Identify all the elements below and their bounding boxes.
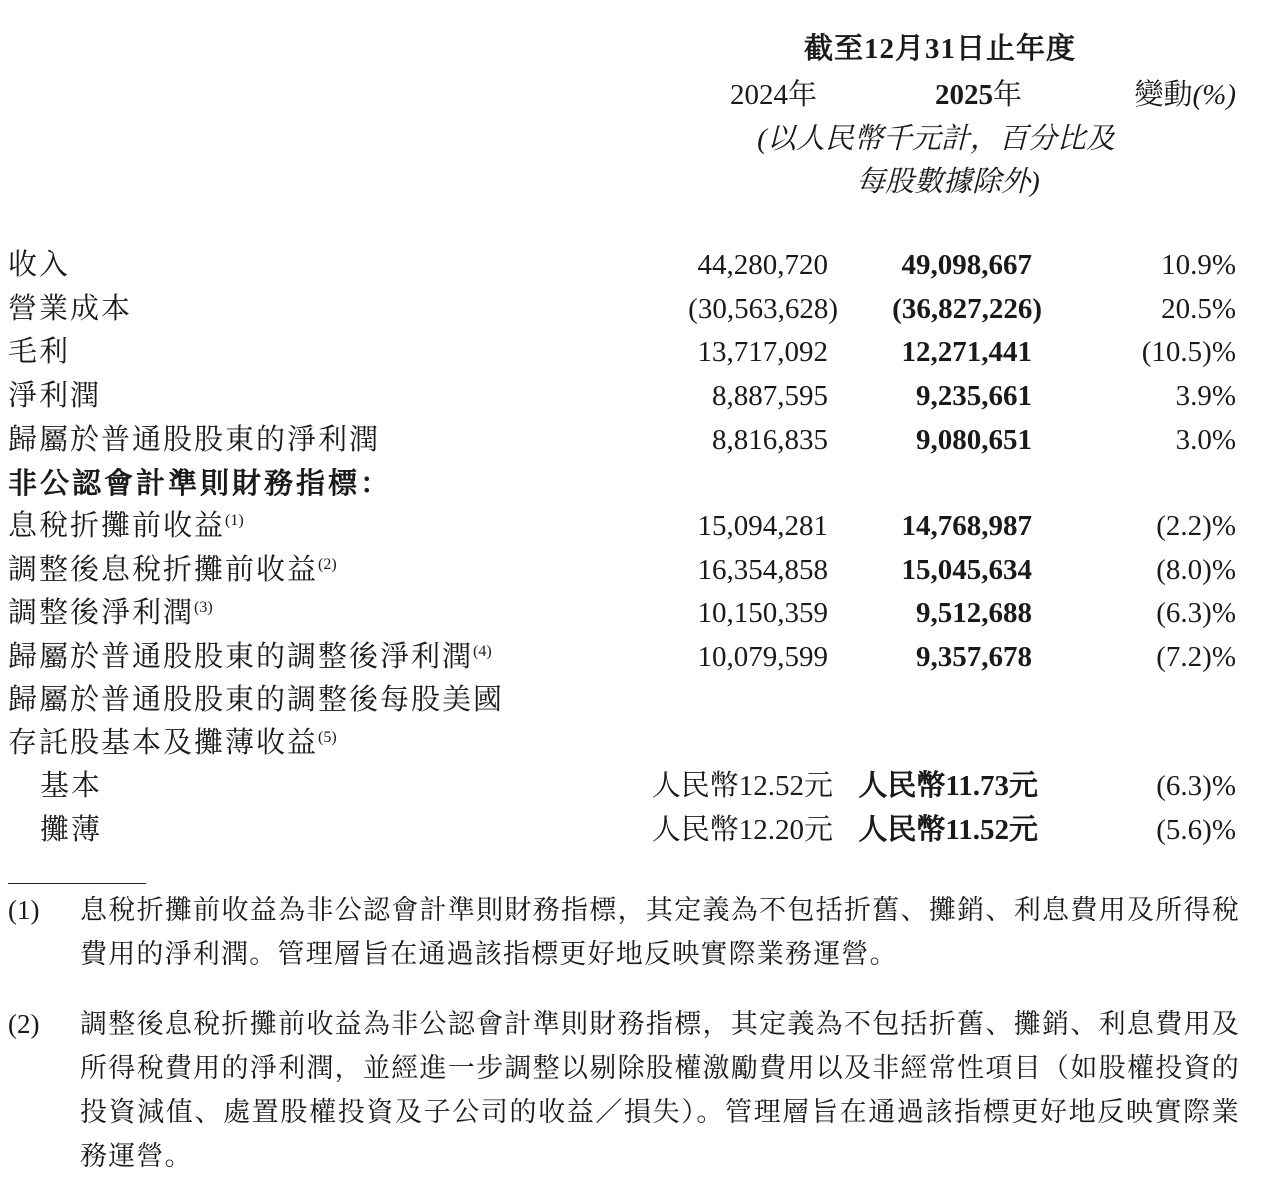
footnote-ref: (4) [473, 643, 492, 660]
value-change: (6.3)% [1156, 770, 1236, 802]
table-row-adjusted-ebitda [0, 548, 1280, 592]
footnote-ref: (2) [318, 556, 337, 573]
row-label-text: 存託股基本及攤薄收益 [8, 727, 319, 759]
value-2025: 9,080,651 [916, 424, 1032, 456]
footnote-text: 調整後息稅折攤前收益為非公認會計準則財務指標，其定義為不包括折舊、攤銷、利息費用及所得稅費用的淨利潤，並經進一步調整以剔除股權激勵費用以及非經常性項目（如股權投資的投資減值、處置股權投資及子公司的收益／損失）。管理層旨在通過該指標更好地反映實際業務運營。 [80, 1009, 1240, 1171]
value-2024: (30,563,628) [688, 293, 838, 325]
row-label [8, 504, 244, 548]
value-2025: (36,827,226) [892, 293, 1042, 325]
value-2025: 9,235,661 [916, 380, 1032, 412]
value-change: 3.0% [1175, 424, 1236, 456]
footnote-divider [8, 883, 146, 884]
period-title: 截至12月31日止年度 [803, 33, 1076, 65]
column-header-2025 [935, 72, 1022, 113]
footnote-number: (1) [8, 895, 40, 925]
table-row-adjusted-net-profit [0, 591, 1280, 635]
currency-prefix: 人民幣 [858, 814, 946, 846]
footnote-1 [8, 888, 1248, 976]
footnote-text: 息稅折攤前收益為非公認會計準則財務指標，其定義為不包括折舊、攤銷、利息費用及所得稅費用的淨利潤。管理層旨在通過該指標更好地反映實際業務運營。 [80, 895, 1240, 969]
value-change: (5.6)% [1156, 814, 1236, 846]
value-2024: 44,280,720 [697, 249, 828, 281]
value-2025 [858, 764, 1038, 808]
footnote-2 [8, 1002, 1248, 1178]
value-2024: 15,094,281 [697, 510, 828, 542]
table-row-cost-of-revenue [0, 287, 1280, 331]
footnote-ref: (5) [318, 729, 337, 746]
value-change: (2.2)% [1156, 510, 1236, 542]
value-2024 [652, 808, 833, 852]
table-row-eps-heading-line2 [0, 721, 1280, 765]
row-label: 攤薄 [40, 814, 103, 846]
table-row-eps-diluted [0, 808, 1280, 852]
value-2025: 14,768,987 [901, 510, 1032, 542]
value-2024 [652, 764, 833, 808]
value-change: (6.3)% [1156, 597, 1236, 629]
unit-note-line1: (以人民幣千元計，百分比及 [757, 123, 1115, 155]
value-2025: 15,045,634 [901, 554, 1032, 586]
row-label: 收入 [8, 249, 71, 281]
currency-prefix: 人民幣 [651, 814, 739, 846]
value-change: (8.0)% [1156, 554, 1236, 586]
row-label: 歸屬於普通股股東的淨利潤 [8, 424, 381, 456]
value-2025: 12,271,441 [901, 336, 1032, 368]
value-2024: 16,354,858 [697, 554, 828, 586]
row-label: 歸屬於普通股股東的調整後每股美國 [8, 684, 505, 716]
column-header-change [1135, 72, 1237, 113]
eps-amount: 11.73 [945, 770, 1009, 802]
unit-note-line2: 每股數據除外) [856, 166, 1040, 198]
row-label [8, 548, 337, 592]
column-header-change-label: 變動 [1134, 79, 1193, 111]
currency-suffix: 元 [1008, 814, 1038, 846]
value-2025 [858, 808, 1038, 852]
value-2025: 49,098,667 [901, 249, 1032, 281]
value-2024: 10,079,599 [697, 641, 828, 673]
section-title: 非公認會計準則財務指標： [8, 466, 393, 500]
table-row-adjusted-net-profit-attributable [0, 635, 1280, 679]
table-row-net-profit-attributable [0, 418, 1280, 462]
row-label: 基本 [40, 770, 103, 802]
value-change: (10.5)% [1141, 336, 1236, 368]
row-label: 營業成本 [8, 293, 133, 325]
table-row-ebitda [0, 504, 1280, 548]
table-row-net-profit [0, 374, 1280, 418]
currency-prefix: 人民幣 [651, 770, 739, 802]
row-label [8, 635, 492, 679]
table-row-revenue [0, 243, 1280, 287]
value-2024: 13,717,092 [697, 336, 828, 368]
column-header-2024: 2024年 [730, 79, 818, 111]
row-label: 毛利 [8, 336, 71, 368]
currency-suffix: 元 [803, 814, 833, 846]
value-change: 10.9% [1161, 249, 1236, 281]
currency-suffix: 元 [803, 770, 833, 802]
value-2024: 10,150,359 [697, 597, 828, 629]
row-label: 淨利潤 [8, 380, 102, 412]
column-header-2025-suffix: 年 [993, 79, 1023, 111]
footnote-ref: (3) [194, 599, 213, 616]
value-2024: 8,887,595 [712, 380, 828, 412]
column-header-change-unit: (%) [1192, 79, 1236, 111]
eps-amount: 11.52 [945, 814, 1009, 846]
table-row-gross-profit [0, 330, 1280, 374]
row-label-text: 息稅折攤前收益 [8, 510, 226, 542]
section-heading-non-gaap [0, 461, 1280, 505]
row-label-text: 調整後息稅折攤前收益 [8, 554, 319, 586]
footnote-ref: (1) [225, 512, 244, 529]
currency-prefix: 人民幣 [858, 770, 946, 802]
value-change: 3.9% [1175, 380, 1236, 412]
row-label-text: 歸屬於普通股股東的調整後淨利潤 [8, 641, 474, 673]
currency-suffix: 元 [1008, 770, 1038, 802]
footnote-number: (2) [8, 1009, 40, 1039]
eps-amount: 12.52 [738, 770, 804, 802]
value-change: 20.5% [1161, 293, 1236, 325]
table-row-eps-heading-line1 [0, 678, 1280, 722]
value-change: (7.2)% [1156, 641, 1236, 673]
value-2025: 9,357,678 [916, 641, 1032, 673]
value-2025: 9,512,688 [916, 597, 1032, 629]
value-2024: 8,816,835 [712, 424, 828, 456]
column-header-2025-year: 2025 [935, 79, 993, 111]
table-row-eps-basic [0, 764, 1280, 808]
row-label [8, 721, 337, 765]
row-label-text: 調整後淨利潤 [8, 597, 195, 629]
eps-amount: 12.20 [738, 814, 804, 846]
row-label [8, 591, 213, 635]
